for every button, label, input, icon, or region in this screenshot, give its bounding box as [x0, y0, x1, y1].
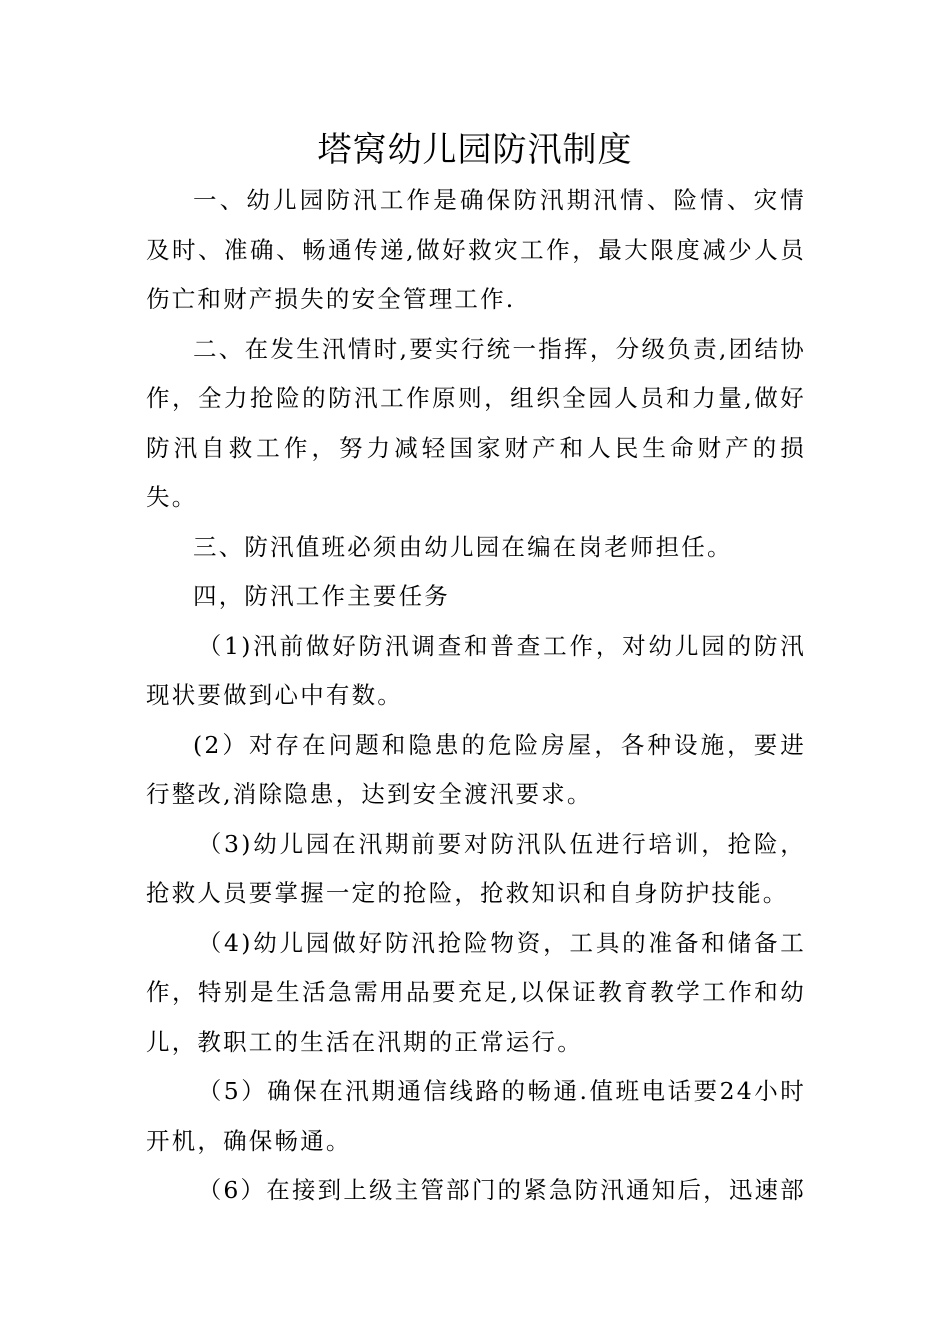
document-title: 塔窝幼儿园防汛制度: [317, 130, 633, 170]
paragraph-3: 三、防汛值班必须由幼儿园在编在岗老师担任。: [193, 532, 733, 561]
task-item-2: (2）对存在问题和隐患的危险房屋，各种设施，要进行整改,消除隐患，达到安全渡汛要求。: [146, 730, 806, 808]
document-body: [146, 176, 806, 1216]
paragraph-2: 二、在发生汛情时,要实行统一指挥，分级负责,团结协作，全力抢险的防汛工作原则，组织全园人员和力量,做好防汛自救工作，努力减轻国家财产和人民生命财产的损失。: [146, 334, 806, 511]
task-item-4: （4)幼儿园做好防汛抢险物资，工具的准备和储备工作，特别是生活急需用品要充足,以保证教育教学工作和幼儿，教职工的生活在汛期的正常运行。: [146, 928, 806, 1056]
paragraph-4: 四，防汛工作主要任务: [193, 582, 450, 610]
paragraph-1: 一、幼儿园防汛工作是确保防汛期汛情、险情、灾情及时、准确、畅通传递,做好救灾工作，最大限度减少人员伤亡和财产损失的安全管理工作.: [146, 186, 806, 313]
task-item-5: （5）确保在汛期通信线路的畅通.值班电话要24小时开机，确保畅通。: [146, 1077, 806, 1155]
task-item-3: （3)幼儿园在汛期前要对防汛队伍进行培训，抢险，抢救人员要掌握一定的抢险，抢救知识和自身防护技能。: [146, 829, 806, 907]
task-item-1: （1)汛前做好防汛调查和普查工作，对幼儿园的防汛现状要做到心中有数。: [146, 631, 806, 709]
task-item-6: （6）在接到上级主管部门的紧急防汛通知后，迅速部: [197, 1176, 806, 1204]
